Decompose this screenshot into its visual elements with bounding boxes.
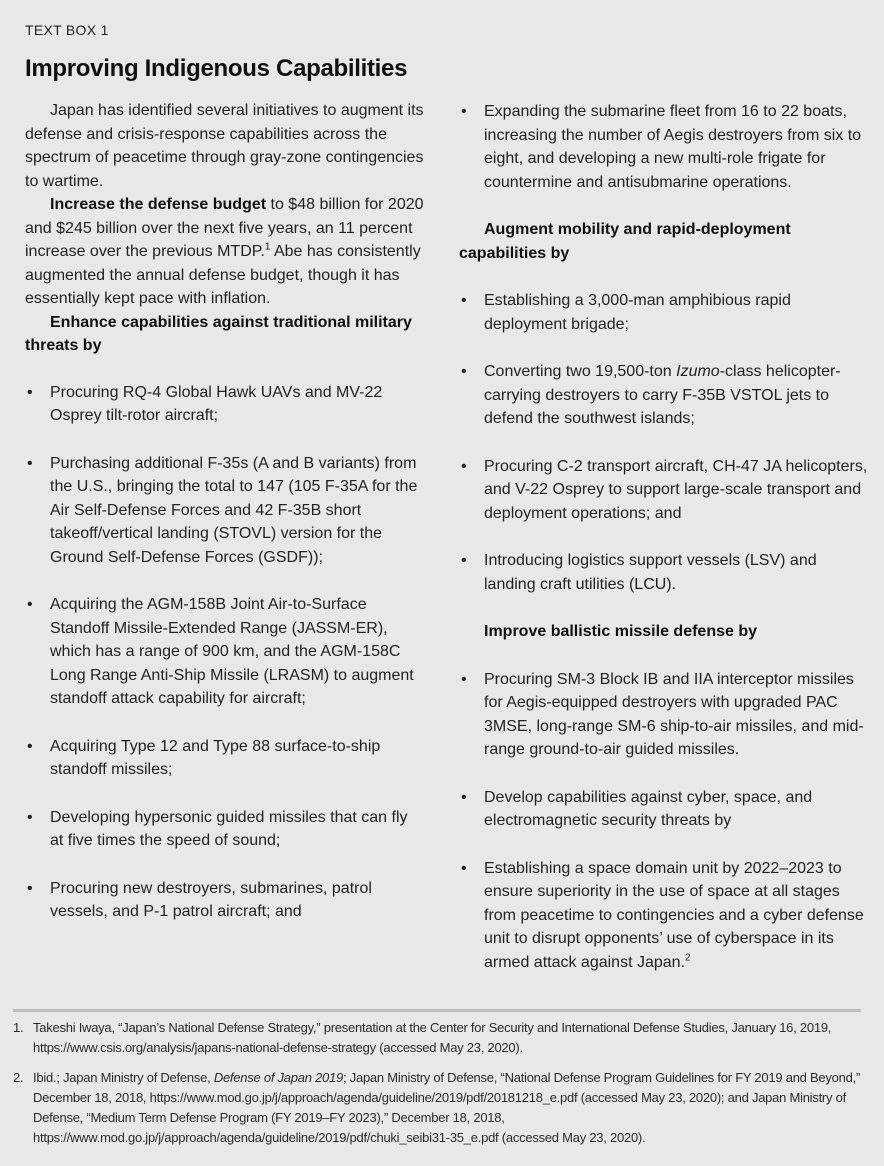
right-column <box>459 100 869 974</box>
bullet-icon: • <box>461 103 467 120</box>
list-item <box>25 381 425 428</box>
left-column <box>25 99 425 924</box>
footnote-2 <box>13 1068 863 1148</box>
list-item-text: Acquiring the AGM-158B Joint Air-to-Surface Standoff Missile-Extended Range (JASSM-ER), which has a range of 900 km, and the AGM-158C Long Range Anti-Ship Missile (LRASM) to augment standoff attack capability for aircraft; <box>50 596 414 707</box>
footnote-ref-1[interactable]: 1 <box>264 241 271 253</box>
list-item <box>459 360 869 431</box>
bullet-icon: • <box>27 383 33 401</box>
page-title: Improving Indigenous Capabilities <box>25 55 408 82</box>
list-item <box>459 455 869 526</box>
bullet-icon: • <box>461 363 467 380</box>
list-item <box>25 877 425 924</box>
list-item-text: Acquiring Type 12 and Type 88 surface-to-ship standoff missiles; <box>50 737 381 778</box>
footnote-1 <box>13 1018 863 1058</box>
publication-title: Defense of Japan 2019 <box>213 1070 343 1085</box>
bullet-icon: • <box>461 292 467 309</box>
budget-text: to $48 billion for 2020 and $245 billion over the next five years, an 11 percent increase over the previous MTDP. <box>25 196 424 260</box>
bullet-icon: • <box>27 808 33 826</box>
footnotes <box>13 1018 863 1158</box>
traditional-threats-heading: Enhance capabilities against traditional military threats by <box>25 313 412 354</box>
list-item-text: Expanding the submarine fleet from 16 to 22 boats, increasing the number of Aegis destroyers from six to eight, and developing a new multi-role frigate for countermine and antisubmarine operations. <box>484 103 862 191</box>
list-item-text: Procuring RQ-4 Global Hawk UAVs and MV-22 Osprey tilt-rotor aircraft; <box>50 383 383 424</box>
list-item <box>25 735 425 782</box>
budget-lead: Increase the defense budget <box>50 196 267 213</box>
footnote-ref-2[interactable]: 2 <box>685 952 691 964</box>
bullet-icon: • <box>27 454 33 472</box>
budget-text-after: Abe has consistently augmented the annual defense budget, though it has essentially kept pace with inflation. <box>25 243 421 307</box>
footnote-number: 2. <box>13 1070 24 1085</box>
list-item-text: Procuring new destroyers, submarines, patrol vessels, and P-1 patrol aircraft; and <box>50 879 372 920</box>
list-item <box>459 289 869 336</box>
list-item-text: Procuring C-2 transport aircraft, CH-47 JA helicopters, and V-22 Osprey to support large-scale transport and deployment operations; and <box>484 457 868 522</box>
footnote-text: Ibid.; Japan Ministry of Defense, <box>33 1070 214 1085</box>
list-item-text: Developing hypersonic guided missiles that can fly at five times the speed of sound; <box>50 808 408 849</box>
bullet-icon: • <box>461 788 467 806</box>
list-item-text: Converting two 19,500-ton <box>484 363 677 380</box>
ship-class-name: Izumo <box>676 363 720 380</box>
mobility-list <box>459 289 869 596</box>
footnote-divider <box>13 1009 861 1012</box>
mobility-heading: Augment mobility and rapid-deployment capabilities by <box>459 221 791 262</box>
list-item <box>25 452 425 570</box>
list-item <box>459 668 869 762</box>
list-item-text: Purchasing additional F-35s (A and B variants) from the U.S., bringing the total to 147 (105 F-35A for the Air Self-Defense Forces and 42 F-35B short takeoff/vertical landing (STOVL) version for the Ground Self-Defense Forces (GSDF)); <box>50 454 418 566</box>
list-item-text: -class helicopter-carrying destroyers to carry F-35B VSTOL jets to defend the southwest islands; <box>484 363 841 427</box>
list-item-text: Establishing a space domain unit by 2022–2023 to ensure superiority in the use of space at all stages from peacetime to contingencies and a cyber defense unit to disrupt opponents’ use of cyberspace in its armed attack against Japan. <box>484 859 864 971</box>
list-item <box>459 786 869 833</box>
list-item <box>459 100 869 194</box>
list-item <box>459 549 869 596</box>
list-item <box>459 857 869 975</box>
list-item-text: Introducing logistics support vessels (LSV) and landing craft utilities (LCU). <box>484 552 817 593</box>
traditional-threats-list <box>25 381 425 924</box>
text-box-label: TEXT BOX 1 <box>25 22 109 38</box>
bullet-icon: • <box>461 457 467 475</box>
list-item-text: Procuring SM-3 Block IB and IIA interceptor missiles for Aegis-equipped destroyers with upgraded PAC 3MSE, long-range SM-6 ship-to-air missiles, and mid-range ground-to-air guided missiles. <box>484 670 864 758</box>
bullet-icon: • <box>461 859 467 877</box>
list-item <box>25 806 425 853</box>
bullet-icon: • <box>461 552 467 569</box>
footnote-text: Takeshi Iwaya, “Japan’s National Defense Strategy,” presentation at the Center for Security and International Defense Studies, January 16, 2019, https://www.csis.org/analysis/japans-national-defense-strategy (accessed May 23, 2020). <box>33 1020 832 1055</box>
list-item-text: Establishing a 3,000-man amphibious rapid deployment brigade; <box>484 292 791 333</box>
bullet-icon: • <box>27 879 33 897</box>
footnote-number: 1. <box>13 1020 24 1035</box>
footnote-text: ; Japan Ministry of Defense, “National Defense Program Guidelines for FY 2019 and Beyond,” December 18, 2018, https://www.mod.go.jp/j/approach/agenda/guideline/2019/pdf/20181218_e.pdf (accessed May 23, 2020); and Japan Ministry of Defense, “Medium Term Defense Program (FY 2019–FY 2023),” December 18, 2018, https://www.mod.go.jp/j/approach/agenda/guideline/2019/pdf/chuki_seibi31-35_e.pdf (accessed May 23, 2020). <box>33 1070 861 1145</box>
bullet-icon: • <box>27 596 33 613</box>
continued-list <box>459 100 869 194</box>
bmd-list <box>459 668 869 975</box>
list-item <box>25 593 425 711</box>
bullet-icon: • <box>461 670 467 688</box>
intro-paragraph: Japan has identified several initiatives to augment its defense and crisis-response capabilities across the spectrum of peacetime through gray-zone contingencies to wartime. <box>25 102 424 190</box>
list-item-text: Develop capabilities against cyber, space, and electromagnetic security threats by <box>484 788 813 829</box>
budget-paragraph <box>25 193 425 311</box>
bullet-icon: • <box>27 737 33 755</box>
bmd-heading: Improve ballistic missile defense by <box>484 623 757 640</box>
